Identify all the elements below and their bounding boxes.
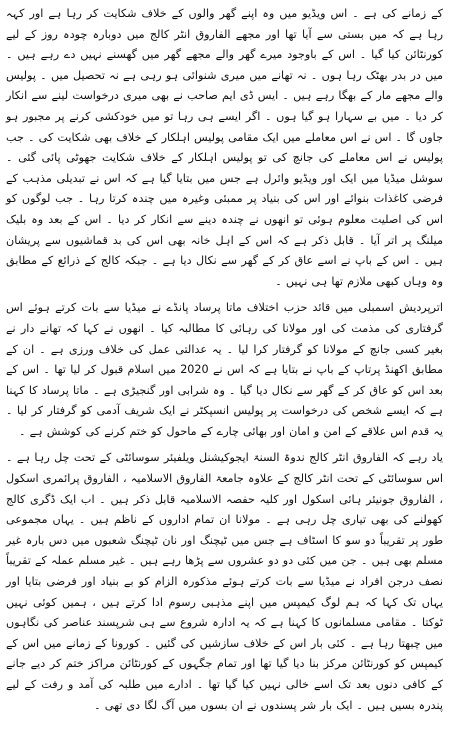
article-paragraph-1: کے زمانے کی ہے ۔ اس ویڈیو میں وہ اپنے گھر والوں کے خلاف شکایت کر رہا ہے اور کہہ رہا ہے کہ میں بستی سے آیا تھا اور مجھے الفاروق انٹر کالج میں دوبارہ چودہ روز کے لیے کورنٹائن کیا گیا ۔ اس کے باوجود میرے گھر والے مجھے گھر میں گھسنے نہیں دے رہے ہیں ۔ میں در بدر بھٹک رہا ہوں ۔ نہ تھانے میں میری شنوائی ہو رہی ہے نہ تحصیل میں ۔ پولیس والے مجھے مار کے بھگا رہے ہیں ۔ ایس ڈی ایم صاحب نے بھی میری درخواست لینے سے انکار کر دیا ۔ میں بے سہارا ہو گیا ہوں ۔ اگر ایسے ہی رہا تو میں خودکشی کرنے پر مجبور ہو جاوں گا ۔ اس نے اس معاملے میں ایک مقامی پولیس اہلکار کے خلاف بھی شکایت کی ۔ جب پولیس نے اس معاملے کی جانچ کی تو پولیس اہلکار کے خلاف شکایت جھوٹی پائی گئی ۔ سوشل میڈیا میں ایک اور ویڈیو وائرل ہے جس میں بتایا گیا ہے کہ اس نے تبدیلی مذہب کے فرضی کاغذات بنوائے اور اس کی بنیاد پر ممبئی وغیرہ میں چندہ کرتا رہا ۔ جب لوگوں کو اس کی اصلیت معلوم ہوئی تو انھوں نے چندہ دینے سے انکار کر دیا ۔ اس کے بعد وہ بلیک میلنگ پر اتر آیا ۔ قابل ذکر ہے کہ اس کے اہل خانہ بھی اس کی بد قماشیوں سے پریشان ہیں ۔ اس کے باپ نے اسے عاق کر کے گھر سے نکال دیا ہے ۔ جبکہ کالج کے ذرائع کے مطابق وہ وہاں کبھی ملازم تھا ہی نہیں ۔ xyxy=(6,7,443,288)
article-paragraph-2: اترپردیش اسمبلی میں قائد حزب اختلاف ماتا پرساد پانڈے نے میڈیا سے بات کرتے ہوئے اس گرفتاری کی مذمت کی اور مولانا کی رہائی کا مطالبہ کیا ۔ انھوں نے کہا کہ تھانے دار نے بغیر کسی جانچ کے مولانا کو گرفتار کرا لیا ۔ یہ عدالتی عمل کی خلاف ورزی ہے ۔ ان کے مطابق اکھنڈ پرتاپ کے باپ نے بتایا ہے کہ اس نے 2020 میں اسلام قبول کر لیا تھا ۔ اس کے بعد اس کو عاق کر کے گھر سے نکال دیا گیا ۔ وہ شرابی اور گنجیڑی ہے ۔ ماتا پرساد کا کہنا ہے کہ ایسے شخص کی درخواست پر پولیس انسپکٹر نے ایک شریف آدمی کو گرفتار کر لیا ۔ یہ قدم اس علاقے کے امن و امان اور بھائی چارے کے ماحول کو ختم کرنے کی کوشش ہے ۔ xyxy=(6,301,443,438)
article-paragraph-3: یاد رہے کہ الفاروق انٹر کالج ندوۃ السنۃ ایجوکیشنل ویلفیئر سوسائٹی کے تحت چل رہا ہے ۔ اس سوسائٹی کے تحت انٹر کالج کے علاوہ جامعۃ الفاروق الاسلامیہ ، الفاروق پرائمری اسکول ، الفاروق جونیئر ہائی اسکول اور کلیہ حفصہ الاسلامیہ قابل ذکر ہیں ۔ اب ایک ڈگری کالج کھولنے کی بھی تیاری چل رہی ہے ۔ مولانا ان تمام اداروں کے ناظم ہیں ۔ یہاں مجموعی طور پر تقریباً دو سو کا اسٹاف ہے جس میں ٹیچنگ اور نان ٹیچنگ شعبوں میں دس بارہ غیر مسلم بھی ہیں ۔ جن میں کئی دو دو عشروں سے پڑھا رہے ہیں ۔ غیر مسلم عملہ کے تقریباً نصف درجن افراد نے میڈیا سے بات کرتے ہوئے مذکورہ الزام کو بے بنیاد اور فرضی بتایا اور یہاں تک کہا کہ ہم لوگ کیمپس میں اپنے مذہبی رسوم ادا کرتے ہیں ، ہمیں کوئی نہیں ٹوکتا ۔ مقامی مسلمانوں کا کہنا ہے کہ یہ ادارہ شروع سے ہی شرپسند عناصر کی نگاہوں میں چبھتا رہا ہے ۔ کئی بار اس کے خلاف سازشیں کی گئیں ۔ کورونا کے زمانے میں اس کے کیمپس کو کورنٹائن مرکز بنا دیا گیا تھا اور تمام جگہوں کے کورنٹائن مراکز ختم کر دیے جانے کے کافی دنوں بعد تک اسے خالی نہیں کیا گیا تھا ۔ ادارے میں طلبہ کی آمد و رفت کے لیے پندرہ بسیں ہیں ۔ ایک بار شر پسندوں نے ان بسوں میں آگ لگا دی تھی ۔ xyxy=(6,451,443,712)
